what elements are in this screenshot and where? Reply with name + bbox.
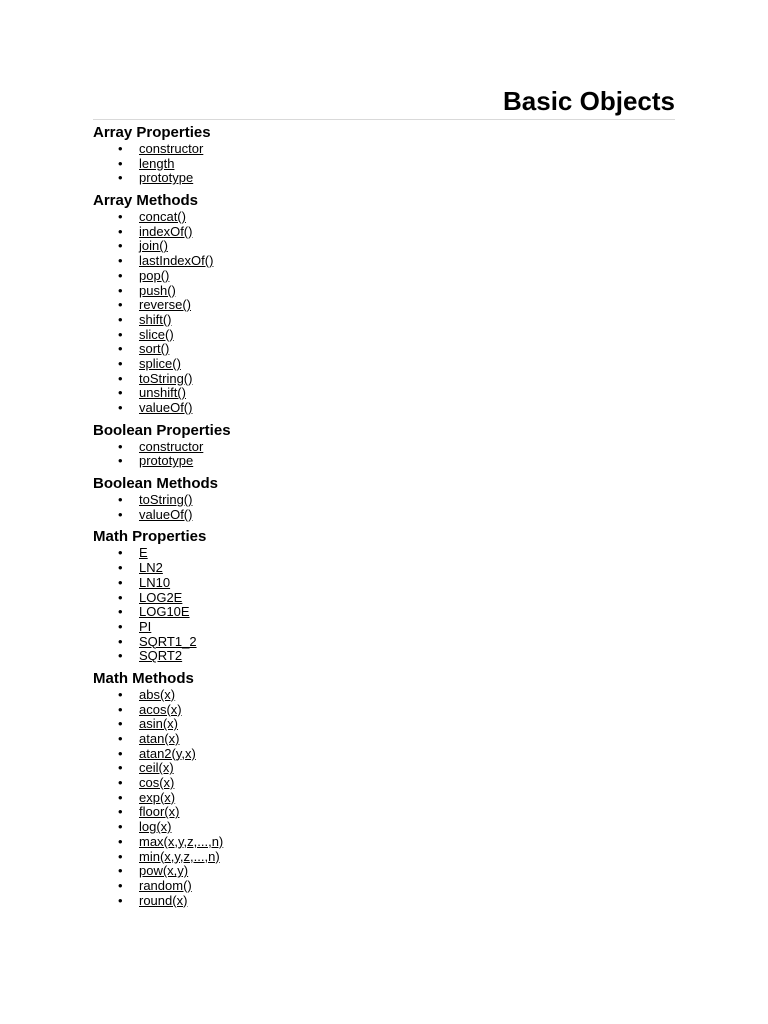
list-item — [118, 848, 675, 865]
item-link[interactable]: shift() — [139, 311, 172, 327]
list-item — [118, 267, 675, 284]
bullet-icon: • — [118, 819, 123, 835]
section-heading: Boolean Properties — [93, 421, 231, 439]
item-link[interactable]: length — [139, 155, 175, 171]
section-heading: Array Methods — [93, 192, 199, 210]
list-item — [118, 892, 675, 909]
list-item — [118, 370, 675, 387]
document-page — [93, 84, 675, 908]
list-item — [118, 209, 675, 225]
list-item — [118, 745, 675, 762]
list-item — [118, 589, 675, 606]
list-item — [118, 574, 675, 591]
list-item — [118, 170, 675, 186]
list-item — [118, 253, 675, 269]
list-item — [118, 492, 675, 508]
item-link[interactable]: ceil(x) — [139, 760, 174, 776]
bullet-icon: • — [118, 745, 123, 761]
item-link[interactable]: LOG10E — [139, 604, 190, 620]
list-item — [118, 789, 675, 806]
item-link[interactable]: random() — [139, 877, 192, 893]
list-item — [118, 400, 675, 416]
item-link[interactable]: pow(x,y) — [139, 863, 189, 879]
item-link[interactable]: pop() — [139, 267, 170, 283]
list-item — [118, 506, 675, 523]
bullet-icon: • — [118, 648, 123, 664]
item-link[interactable]: cos(x) — [139, 775, 175, 791]
list-item — [118, 686, 675, 703]
bullet-icon: • — [118, 731, 123, 746]
bullet-icon: • — [118, 311, 123, 327]
item-link[interactable]: splice() — [139, 355, 181, 371]
bullet-icon: • — [118, 863, 123, 879]
bullet-icon: • — [118, 604, 123, 620]
section-heading: Math Methods — [93, 669, 194, 687]
bullet-icon: • — [118, 209, 123, 225]
list-item — [118, 326, 675, 343]
section — [93, 124, 675, 186]
item-link[interactable]: concat() — [139, 209, 186, 225]
list-item — [118, 760, 675, 776]
bullet-icon: • — [118, 400, 123, 415]
bullet-icon: • — [118, 877, 123, 893]
section-heading: Boolean Methods — [93, 475, 219, 493]
item-link[interactable]: E — [139, 545, 148, 561]
section-heading: Array Properties — [93, 124, 211, 141]
item-link[interactable]: slice() — [139, 326, 174, 342]
list-item — [118, 877, 675, 894]
item-link[interactable]: LOG2E — [139, 589, 183, 605]
item-link[interactable]: atan(x) — [139, 731, 180, 746]
list-item — [118, 775, 675, 791]
item-list — [93, 142, 675, 186]
item-link[interactable]: push() — [139, 282, 176, 298]
item-link[interactable]: abs(x) — [139, 686, 176, 702]
bullet-icon: • — [118, 326, 123, 342]
bullet-icon: • — [118, 438, 123, 454]
bullet-icon: • — [118, 716, 123, 732]
item-link[interactable]: join() — [139, 238, 168, 254]
item-link[interactable]: indexOf() — [139, 223, 193, 239]
section — [93, 422, 675, 469]
list-item — [118, 731, 675, 747]
item-link[interactable]: acos(x) — [139, 701, 182, 717]
bullet-icon: • — [118, 686, 123, 702]
bullet-icon: • — [118, 760, 123, 776]
section — [93, 192, 675, 416]
bullet-icon: • — [118, 223, 123, 239]
bullet-icon: • — [118, 297, 123, 313]
bullet-icon: • — [118, 155, 123, 171]
item-link[interactable]: prototype — [139, 453, 194, 469]
item-link[interactable]: min(x,y,z,...,n) — [139, 848, 220, 864]
bullet-icon: • — [118, 589, 123, 605]
section — [93, 528, 675, 664]
bullet-icon: • — [118, 170, 123, 186]
item-link[interactable]: PI — [139, 618, 152, 634]
item-link[interactable]: atan2(y,x) — [139, 745, 196, 761]
item-link[interactable]: LN10 — [139, 574, 171, 590]
bullet-icon: • — [118, 574, 123, 590]
item-list — [93, 440, 675, 469]
bullet-icon: • — [118, 833, 123, 849]
bullet-icon: • — [118, 775, 123, 791]
list-item — [118, 438, 675, 455]
list-item — [118, 297, 675, 313]
bullet-icon: • — [118, 506, 123, 522]
page-title: Basic Objects — [93, 84, 675, 120]
bullet-icon: • — [118, 141, 123, 156]
list-item — [118, 223, 675, 240]
list-item — [118, 701, 675, 718]
item-list — [93, 493, 675, 522]
list-item — [118, 341, 675, 357]
item-link[interactable]: exp(x) — [139, 789, 176, 805]
bullet-icon: • — [118, 701, 123, 717]
list-item — [118, 385, 675, 401]
bullet-icon: • — [118, 370, 123, 386]
list-item — [118, 355, 675, 372]
item-link[interactable]: LN2 — [139, 560, 163, 576]
bullet-icon: • — [118, 892, 123, 908]
list-item — [118, 618, 675, 635]
item-list — [93, 546, 675, 664]
list-item — [118, 716, 675, 732]
section — [93, 670, 675, 908]
item-list — [93, 210, 675, 416]
item-link[interactable]: valueOf() — [139, 506, 193, 522]
item-list — [93, 688, 675, 908]
list-item — [118, 633, 675, 650]
bullet-icon: • — [118, 789, 123, 805]
list-item — [118, 560, 675, 576]
bullet-icon: • — [118, 618, 123, 634]
list-item — [118, 804, 675, 820]
item-link[interactable]: unshift() — [139, 385, 186, 401]
item-link[interactable]: SQRT1_2 — [139, 633, 197, 649]
item-link[interactable]: toString() — [139, 370, 193, 386]
list-item — [118, 819, 675, 835]
list-item — [118, 604, 675, 620]
item-link[interactable]: toString() — [139, 492, 193, 508]
item-link[interactable]: SQRT2 — [139, 648, 183, 664]
list-item — [118, 833, 675, 850]
bullet-icon: • — [118, 848, 123, 864]
list-item — [118, 545, 675, 561]
item-link[interactable]: reverse() — [139, 297, 192, 313]
item-link[interactable]: constructor — [139, 438, 204, 454]
item-link[interactable]: max(x,y,z,...,n) — [139, 833, 224, 849]
list-item — [118, 648, 675, 664]
bullet-icon: • — [118, 355, 123, 371]
section — [93, 475, 675, 522]
item-link[interactable]: log(x) — [139, 819, 172, 835]
item-link[interactable]: round(x) — [139, 892, 188, 908]
bullet-icon: • — [118, 341, 123, 357]
list-item — [118, 453, 675, 469]
bullet-icon: • — [118, 282, 123, 298]
bullet-icon: • — [118, 492, 123, 508]
list-item — [118, 141, 675, 157]
bullet-icon: • — [118, 385, 123, 401]
bullet-icon: • — [118, 453, 123, 469]
item-link[interactable]: prototype — [139, 170, 194, 186]
sections-container — [93, 124, 675, 908]
bullet-icon: • — [118, 545, 123, 561]
bullet-icon: • — [118, 633, 123, 649]
item-link[interactable]: floor(x) — [139, 804, 180, 820]
item-link[interactable]: asin(x) — [139, 716, 179, 732]
list-item — [118, 311, 675, 328]
bullet-icon: • — [118, 560, 123, 576]
bullet-icon: • — [118, 267, 123, 283]
item-link[interactable]: sort() — [139, 341, 170, 357]
list-item — [118, 155, 675, 172]
bullet-icon: • — [118, 253, 123, 269]
list-item — [118, 238, 675, 254]
item-link[interactable]: lastIndexOf() — [139, 253, 214, 269]
item-link[interactable]: valueOf() — [139, 400, 193, 415]
list-item — [118, 282, 675, 299]
bullet-icon: • — [118, 238, 123, 254]
bullet-icon: • — [118, 804, 123, 820]
list-item — [118, 863, 675, 879]
item-link[interactable]: constructor — [139, 141, 204, 156]
section-heading: Math Properties — [93, 528, 207, 546]
